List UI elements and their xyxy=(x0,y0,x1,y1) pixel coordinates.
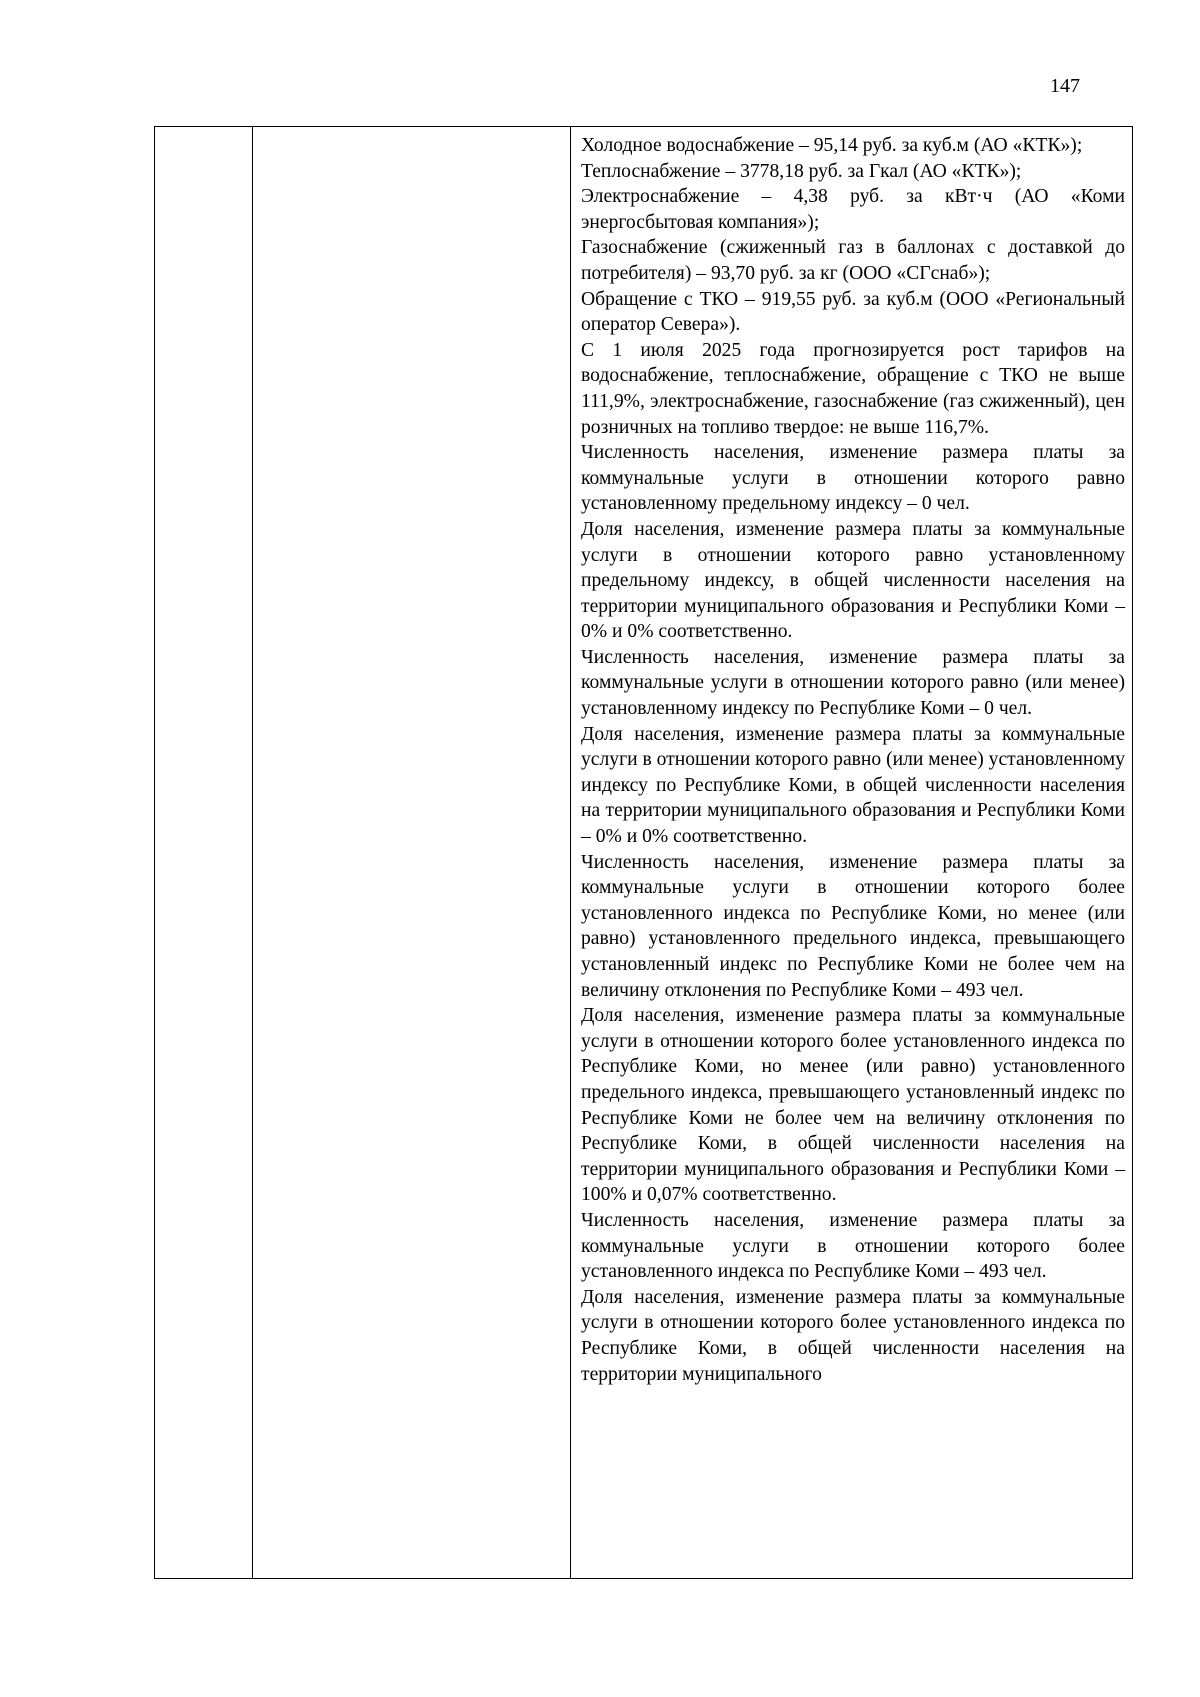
paragraph-cold-water: Холодное водоснабжение – 95,14 руб. за куб.м (АО «КТК»); xyxy=(581,135,1083,156)
paragraph-population-limit-index: Численность населения, изменение размера платы за коммунальные услуги в отношении которого равно установленному предельному индексу – 0 чел. xyxy=(581,442,1125,515)
table-cell-indicator xyxy=(253,127,571,1579)
page-number: 147 xyxy=(1050,75,1080,97)
paragraph-gas-supply: Газоснабжение (сжиженный газ в баллонах с доставкой до потребителя) – 93,70 руб. за кг (ООО «СГснаб»); xyxy=(581,237,1125,284)
table-cell-number xyxy=(155,127,253,1579)
paragraph-tariff-forecast: С 1 июля 2025 года прогнозируется рост тарифов на водоснабжение, теплоснабжение, обращение с ТКО не выше 111,9%, электроснабжение, газоснабжение (газ сжиженный), цен розничных на топливо твердое: не выше 116,7%. xyxy=(581,339,1125,438)
paragraph-population-equal-index: Численность населения, изменение размера платы за коммунальные услуги в отношении которого равно (или менее) установленному индексу по Республике Коми – 0 чел. xyxy=(581,646,1125,720)
paragraph-share-above-index-within-deviation: Доля населения, изменение размера платы за коммунальные услуги в отношении которого более установленного индекса по Республике Коми, но менее (или равно) установленного предельного индекса, превышающего установленный индекс по Республике Коми не более чем на величину отклонения по Республике Коми, в общей численности населения на территории муниципального образования и Республики Коми – 100% и 0,07% соответственно. xyxy=(581,1005,1125,1206)
paragraph-share-above-index: Доля населения, изменение размера платы за коммунальные услуги в отношении которого более установленного индекса по Республике Коми, в общей численности населения на территории муниципального xyxy=(581,1286,1125,1385)
paragraph-electricity: Электроснабжение – 4,38 руб. за кВт·ч (АО «Коми энергосбытовая компания»); xyxy=(581,186,1125,233)
paragraph-population-above-index-within-deviation: Численность населения, изменение размера платы за коммунальные услуги в отношении которого более установленного индекса по Республике Коми, но менее (или равно) установленного предельного индекса, превышающего установленный индекс по Республике Коми не более чем на величину отклонения по Республике Коми – 493 чел. xyxy=(581,851,1125,1001)
paragraph-population-above-index: Численность населения, изменение размера платы за коммунальные услуги в отношении которого более установленного индекса по Республике Коми – 493 чел. xyxy=(581,1209,1125,1283)
table-cell-text xyxy=(571,127,1133,1579)
paragraph-share-limit-index: Доля населения, изменение размера платы за коммунальные услуги в отношении которого равно установленному предельному индексу, в общей численности населения на территории муниципального образования и Республики Коми – 0% и 0% соответственно. xyxy=(581,518,1125,643)
table-row xyxy=(155,127,1133,1579)
paragraph-share-equal-index: Доля населения, изменение размера платы за коммунальные услуги в отношении которого равно (или менее) установленному индексу по Республике Коми, в общей численности населения на территории муниципального образования и Республики Коми – 0% и 0% соответственно. xyxy=(581,723,1125,848)
document-table xyxy=(154,126,1133,1579)
paragraph-heat-supply: Теплоснабжение – 3778,18 руб. за Гкал (АО «КТК»); xyxy=(581,160,1022,182)
paragraph-waste-handling: Обращение с ТКО – 919,55 руб. за куб.м (ООО «Региональный оператор Севера»). xyxy=(581,288,1125,336)
